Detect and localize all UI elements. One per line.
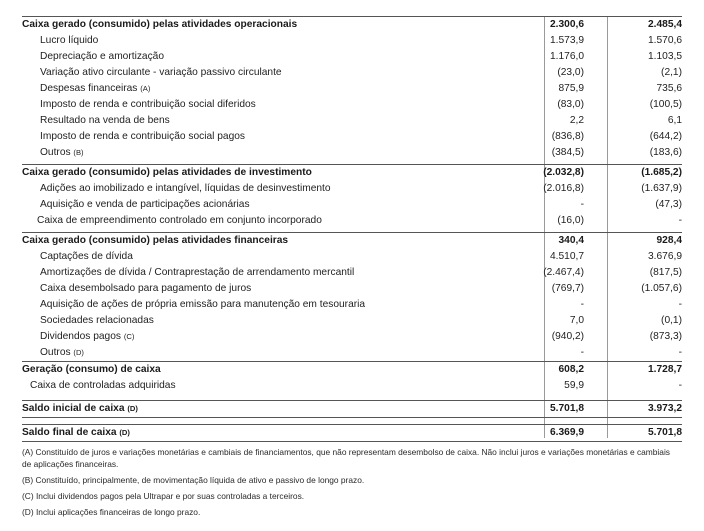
section-label: Caixa gerado (consumido) pelas atividades operacionais (22, 19, 298, 30)
value-previous: - (678, 299, 682, 310)
table-row (22, 265, 682, 281)
section-row-investimento (22, 164, 682, 181)
table-row (22, 129, 682, 145)
footnote: (B) Constituído, principalmente, de movimentação líquida de ativo e passivo de longo prazo. (22, 475, 365, 485)
controladas-row (22, 378, 682, 394)
controladas-label: Caixa de controladas adquiridas (30, 380, 176, 391)
value-current: (16,0) (557, 215, 584, 226)
table-row (22, 113, 682, 129)
value-previous: (1.685,2) (641, 167, 682, 178)
value-previous: (0,1) (661, 315, 682, 326)
value-previous: 1.728,7 (648, 364, 682, 375)
value-previous: (1.057,6) (641, 283, 682, 294)
row-label: Resultado na venda de bens (40, 115, 170, 126)
value-previous: 1.103,5 (648, 51, 682, 62)
row-label: Amortizações de dívida / Contraprestação de arrendamento mercantil (40, 267, 355, 278)
value-previous: - (678, 380, 682, 391)
value-previous: 2.485,4 (648, 19, 682, 30)
value-current: 340,4 (558, 235, 584, 246)
table-row (22, 249, 682, 265)
table-row (22, 313, 682, 329)
row-label: Aquisição e venda de participações acionárias (40, 199, 250, 210)
table-row (22, 297, 682, 313)
value-current: (2.016,8) (543, 183, 584, 194)
value-current: (2.032,8) (543, 167, 584, 178)
value-current: 608,2 (558, 364, 584, 375)
value-current: 875,9 (558, 83, 584, 94)
value-previous: 735,6 (656, 83, 682, 94)
value-current: 4.510,7 (550, 251, 584, 262)
value-previous: (183,6) (649, 147, 682, 158)
row-label: Dividendos pagos (C) (40, 331, 135, 342)
row-label: Outros (B) (40, 147, 84, 158)
value-previous: - (678, 215, 682, 226)
section-row-financeiras (22, 232, 682, 249)
row-label: Despesas financeiras (A) (40, 83, 151, 94)
value-previous: 3.973,2 (648, 403, 682, 414)
table-row (22, 181, 682, 197)
row-label: Depreciação e amortização (40, 51, 165, 62)
footnotes (22, 446, 672, 522)
row-label: Aquisição de ações de própria emissão para manutenção em tesouraria (40, 299, 366, 310)
saldo-final-row (22, 424, 682, 442)
value-current: 2.300,6 (550, 19, 584, 30)
table-row (22, 65, 682, 81)
table-row (22, 213, 682, 229)
value-previous: 1.570,6 (648, 35, 682, 46)
row-label: Lucro líquido (40, 35, 99, 46)
table-row (22, 81, 682, 97)
value-current: 7,0 (569, 315, 584, 326)
table-row (22, 145, 682, 161)
value-previous: (47,3) (655, 199, 682, 210)
row-label: Sociedades relacionadas (40, 315, 154, 326)
value-current: 6.369,9 (550, 427, 584, 438)
row-label: Caixa de empreendimento controlado em conjunto incorporado (37, 215, 322, 226)
row-label: Imposto de renda e contribuição social pagos (40, 131, 246, 142)
table-row (22, 33, 682, 49)
value-previous: - (678, 347, 682, 358)
value-current: (940,2) (551, 331, 584, 342)
saldo-final-label: Saldo final de caixa (D) (22, 427, 130, 438)
value-previous: 6,1 (667, 115, 682, 126)
table-row (22, 345, 682, 361)
value-current: - (580, 299, 584, 310)
value-previous: (2,1) (661, 67, 682, 78)
value-current: (769,7) (551, 283, 584, 294)
value-previous: 3.676,9 (648, 251, 682, 262)
value-previous: (100,5) (649, 99, 682, 110)
section-label: Caixa gerado (consumido) pelas atividades de investimento (22, 167, 312, 178)
value-current: 5.701,8 (550, 403, 584, 414)
value-previous: (644,2) (649, 131, 682, 142)
section-row-operacionais (22, 16, 682, 33)
value-current: - (580, 347, 584, 358)
value-current: (83,0) (557, 99, 584, 110)
row-label: Outros (D) (40, 347, 84, 358)
table-row (22, 281, 682, 297)
saldo-inicial-label: Saldo inicial de caixa (D) (22, 403, 138, 414)
section-label: Caixa gerado (consumido) pelas atividades financeiras (22, 235, 289, 246)
cash-flow-table (22, 16, 682, 442)
geracao-label: Geração (consumo) de caixa (22, 364, 161, 375)
value-previous: 928,4 (656, 235, 682, 246)
saldo-inicial-row (22, 400, 682, 418)
row-label: Adições ao imobilizado e intangível, líquidas de desinvestimento (40, 183, 331, 194)
table-row (22, 329, 682, 345)
row-label: Imposto de renda e contribuição social diferidos (40, 99, 256, 110)
value-current: 1.176,0 (550, 51, 584, 62)
value-current: (2.467,4) (543, 267, 584, 278)
value-previous: 5.701,8 (648, 427, 682, 438)
value-current: 59,9 (564, 380, 584, 391)
footnote: (C) Inclui dividendos pagos pela Ultrapar e por suas controladas a terceiros. (22, 491, 305, 501)
value-current: - (580, 199, 584, 210)
row-label: Caixa desembolsado para pagamento de juros (40, 283, 252, 294)
value-current: (836,8) (551, 131, 584, 142)
geracao-row (22, 361, 682, 378)
table-row (22, 197, 682, 213)
table-row (22, 97, 682, 113)
value-current: 2,2 (569, 115, 584, 126)
value-current: (384,5) (551, 147, 584, 158)
value-current: (23,0) (557, 67, 584, 78)
value-current: 1.573,9 (550, 35, 584, 46)
value-previous: (1.637,9) (641, 183, 682, 194)
footnote: (D) Inclui aplicações financeiras de longo prazo. (22, 507, 201, 517)
row-label: Variação ativo circulante - variação passivo circulante (40, 67, 282, 78)
footnote: (A) Constituído de juros e variações monetárias e cambiais de financiamentos, que não representam desembolso de caixa. Não inclui juros e variações monetárias e cambiais de aplicações financeiras. (22, 447, 670, 469)
value-previous: (817,5) (649, 267, 682, 278)
table-row (22, 49, 682, 65)
value-previous: (873,3) (649, 331, 682, 342)
row-label: Captações de dívida (40, 251, 133, 262)
